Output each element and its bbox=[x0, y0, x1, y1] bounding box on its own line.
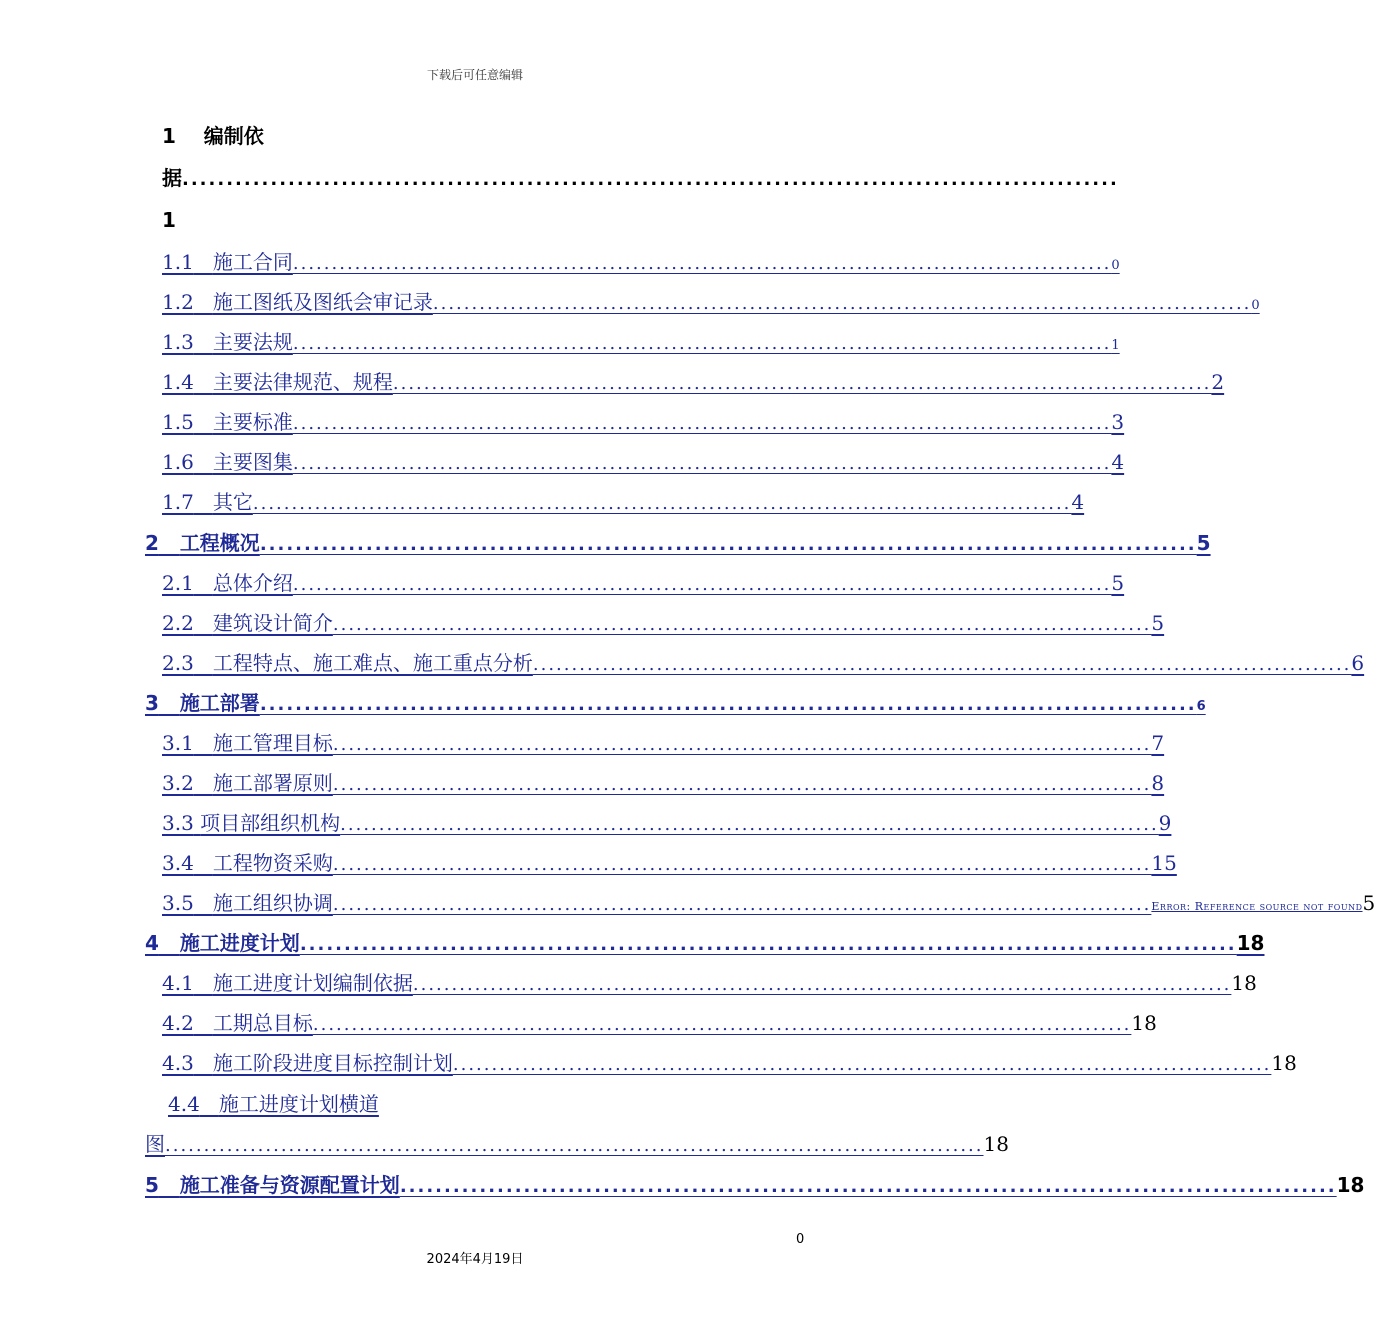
toc-num: 3.3 bbox=[162, 811, 194, 835]
toc-title: 施工部署 bbox=[179, 691, 260, 715]
toc-title: 施工进度计划 bbox=[179, 931, 300, 955]
toc-page: 2 bbox=[1211, 370, 1225, 394]
toc-entry-4[interactable] bbox=[145, 928, 1265, 958]
toc-page: 5 bbox=[1151, 611, 1165, 635]
toc-page: 15 bbox=[1151, 851, 1177, 875]
toc-num: 1.7 bbox=[162, 490, 194, 514]
toc-s1-line1[interactable] bbox=[162, 121, 264, 151]
reference-error-text: Error: Reference source not found bbox=[1151, 900, 1363, 913]
toc-entry-4-4-line2[interactable] bbox=[145, 1129, 1009, 1159]
toc-num: 4.3 bbox=[162, 1051, 194, 1075]
toc-s1-title-b: 据 bbox=[162, 166, 182, 190]
toc-entry-1-4[interactable] bbox=[162, 367, 1225, 397]
toc-leader: .......................................................................................................... bbox=[452, 1054, 1272, 1075]
toc-entry-1-6[interactable] bbox=[162, 447, 1125, 477]
toc-num: 1.6 bbox=[162, 450, 194, 474]
toc-leader: .......................................................................................................... bbox=[332, 614, 1152, 635]
toc-entry-3-1[interactable] bbox=[162, 728, 1165, 758]
footer-date: 2024年4月19日 bbox=[426, 1252, 524, 1267]
toc-title: 主要法规 bbox=[212, 330, 293, 354]
toc-s1-num: 1 bbox=[162, 124, 176, 148]
toc-num: 3.5 bbox=[162, 891, 194, 915]
toc-num: 3 bbox=[145, 691, 159, 715]
toc-title: 建筑设计简介 bbox=[212, 611, 333, 635]
toc-entry-3-2[interactable] bbox=[162, 768, 1165, 798]
toc-entry-4-1[interactable] bbox=[162, 968, 1257, 998]
toc-title: 施工合同 bbox=[212, 250, 293, 274]
toc-title: 工程物资采购 bbox=[212, 851, 333, 875]
toc-page: 18 bbox=[1336, 1173, 1365, 1197]
toc-num: 3.4 bbox=[162, 851, 194, 875]
toc-entry-4-2[interactable] bbox=[162, 1008, 1157, 1038]
toc-page: 18 bbox=[1231, 971, 1257, 995]
toc-title: 施工准备与资源配置计划 bbox=[179, 1173, 400, 1197]
toc-page: 8 bbox=[1151, 771, 1165, 795]
toc-leader: .......................................................................................................... bbox=[292, 333, 1112, 354]
toc-page: 18 bbox=[1271, 1051, 1297, 1075]
toc-leader: .......................................................................................................... bbox=[292, 253, 1112, 274]
toc-entry-4-3[interactable] bbox=[162, 1048, 1297, 1078]
toc-leader: .......................................................................................................... bbox=[392, 373, 1212, 394]
toc-title: 施工图纸及图纸会审记录 bbox=[212, 290, 433, 314]
toc-title: 工程特点、施工难点、施工重点分析 bbox=[212, 651, 533, 675]
toc-num: 4 bbox=[145, 931, 159, 955]
toc-entry-2-1[interactable] bbox=[162, 568, 1125, 598]
toc-num: 1.2 bbox=[162, 290, 194, 314]
toc-entry-1-2[interactable] bbox=[162, 287, 1260, 317]
toc-title: 工程概况 bbox=[179, 531, 260, 555]
toc-leader: .......................................................................................................... bbox=[432, 293, 1252, 314]
toc-s1-line2[interactable] bbox=[162, 163, 1119, 193]
toc-page: 6 bbox=[1196, 699, 1206, 714]
toc-num: 1.5 bbox=[162, 410, 194, 434]
toc-entry-1-7[interactable] bbox=[162, 487, 1085, 517]
toc-title-cont: 图 bbox=[145, 1132, 165, 1156]
toc-leader: .......................................................................................................... bbox=[332, 854, 1152, 875]
toc-leader: .......................................................................................................... bbox=[332, 774, 1152, 795]
toc-title: 总体介绍 bbox=[212, 571, 293, 595]
toc-leader: .......................................................................................................... bbox=[182, 169, 1119, 190]
toc-page: 3 bbox=[1111, 410, 1125, 434]
toc-leader: .......................................................................................................... bbox=[399, 1176, 1337, 1197]
toc-num: 1.3 bbox=[162, 330, 194, 354]
toc-num: 2.1 bbox=[162, 571, 194, 595]
toc-leader: .......................................................................................................... bbox=[312, 1014, 1132, 1035]
toc-leader: .......................................................................................................... bbox=[252, 493, 1072, 514]
toc-leader: .......................................................................................................... bbox=[292, 574, 1112, 595]
toc-title: 施工组织协调 bbox=[212, 891, 333, 915]
footer-page-number: 0 bbox=[796, 1232, 805, 1247]
toc-num: 2.2 bbox=[162, 611, 194, 635]
toc-title: 其它 bbox=[212, 490, 253, 514]
toc-title: 施工阶段进度目标控制计划 bbox=[212, 1051, 453, 1075]
toc-page: 7 bbox=[1151, 731, 1165, 755]
toc-num: 3.2 bbox=[162, 771, 194, 795]
toc-title: 施工进度计划编制依据 bbox=[212, 971, 413, 995]
toc-page: 18 bbox=[983, 1132, 1009, 1156]
toc-s1-page: 1 bbox=[162, 208, 176, 232]
toc-entry-3-5[interactable] bbox=[162, 888, 1375, 918]
toc-num: 5 bbox=[145, 1173, 159, 1197]
toc-num: 4.1 bbox=[162, 971, 194, 995]
toc-entry-1-1[interactable] bbox=[162, 247, 1120, 277]
toc-leader: .......................................................................................................... bbox=[412, 974, 1232, 995]
toc-page: 9 bbox=[1158, 811, 1172, 835]
toc-entry-2-2[interactable] bbox=[162, 608, 1165, 638]
toc-title: 主要法律规范、规程 bbox=[212, 370, 393, 394]
toc-title: 主要标准 bbox=[212, 410, 293, 434]
toc-num: 2 bbox=[145, 531, 159, 555]
toc-page: 5 bbox=[1111, 571, 1125, 595]
toc-entry-4-4-line1[interactable] bbox=[168, 1089, 379, 1119]
toc-leader: .......................................................................................................... bbox=[340, 814, 1159, 835]
toc-entry-1-5[interactable] bbox=[162, 407, 1125, 437]
toc-page: 6 bbox=[1351, 651, 1365, 675]
toc-entry-3-4[interactable] bbox=[162, 848, 1177, 878]
toc-title: 施工管理目标 bbox=[212, 731, 333, 755]
toc-entry-1-3[interactable] bbox=[162, 327, 1120, 357]
toc-leader: .......................................................................................................... bbox=[332, 734, 1152, 755]
toc-page: 5 bbox=[1362, 891, 1375, 915]
toc-page: 0 bbox=[1111, 258, 1120, 273]
toc-num: 1.1 bbox=[162, 250, 194, 274]
toc-entry-3[interactable] bbox=[145, 688, 1206, 718]
toc-num: 3.1 bbox=[162, 731, 194, 755]
toc-page: 18 bbox=[1131, 1011, 1157, 1035]
toc-num: 4.4 bbox=[168, 1092, 200, 1116]
toc-leader: .......................................................................................................... bbox=[165, 1135, 984, 1156]
toc-page: 1 bbox=[1111, 338, 1120, 353]
toc-num: 2.3 bbox=[162, 651, 194, 675]
toc-entry-3-3[interactable] bbox=[162, 808, 1172, 838]
toc-title: 主要图集 bbox=[212, 450, 293, 474]
toc-page: 18 bbox=[1236, 931, 1265, 955]
toc-title: 施工部署原则 bbox=[212, 771, 333, 795]
toc-num: 1.4 bbox=[162, 370, 194, 394]
toc-page: 5 bbox=[1196, 531, 1211, 555]
toc-leader: .......................................................................................................... bbox=[299, 934, 1237, 955]
toc-title: 项目部组织机构 bbox=[200, 811, 341, 835]
toc-title: 工期总目标 bbox=[212, 1011, 313, 1035]
toc-leader: .......................................................................................................... bbox=[292, 453, 1112, 474]
toc-entry-5[interactable] bbox=[145, 1170, 1365, 1200]
toc-leader: .......................................................................................................... bbox=[332, 894, 1152, 915]
toc-s1-title-a: 编制依 bbox=[203, 124, 264, 148]
header-note: 下载后可任意编辑 bbox=[426, 68, 523, 82]
toc-title: 施工进度计划横道 bbox=[218, 1092, 379, 1116]
toc-leader: .......................................................................................................... bbox=[259, 534, 1197, 555]
toc-page: 0 bbox=[1251, 298, 1260, 313]
toc-leader: .......................................................................................................... bbox=[292, 413, 1112, 434]
toc-leader: .......................................................................................................... bbox=[532, 654, 1352, 675]
toc-leader: .......................................................................................................... bbox=[259, 694, 1197, 715]
toc-page: 4 bbox=[1111, 450, 1125, 474]
toc-num: 4.2 bbox=[162, 1011, 194, 1035]
toc-page: 4 bbox=[1071, 490, 1085, 514]
toc-entry-2-3[interactable] bbox=[162, 648, 1365, 678]
toc-entry-2[interactable] bbox=[145, 528, 1211, 558]
